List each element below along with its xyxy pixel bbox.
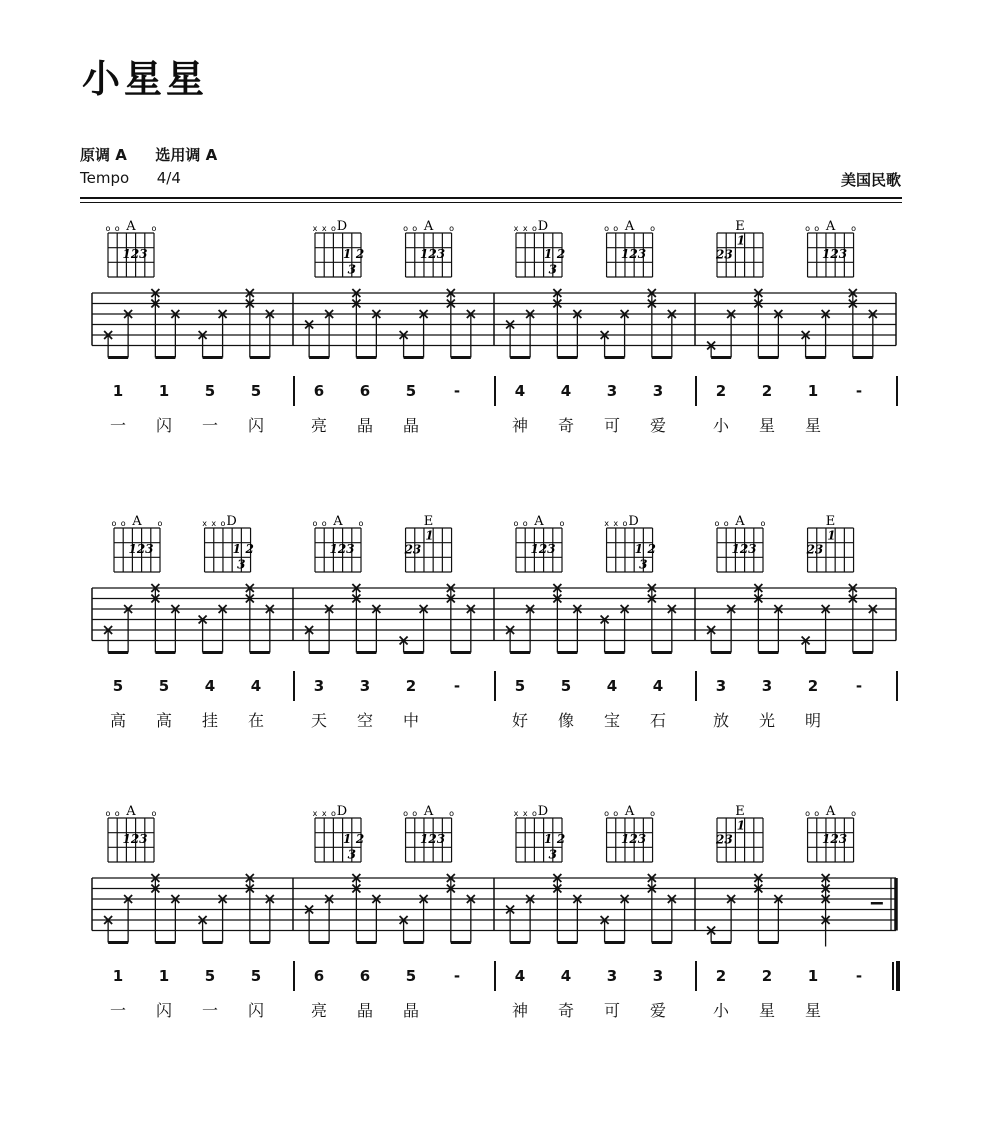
lyric-char: 高	[109, 711, 127, 730]
jianpu-note: 2	[761, 382, 773, 400]
lyric-char: 神	[511, 1001, 529, 1020]
jianpu-note: 3	[761, 677, 773, 695]
jianpu-barline	[695, 376, 697, 406]
lyric-char: 晶	[402, 1001, 420, 1020]
jianpu-row	[0, 382, 981, 406]
chord-diagram-E	[806, 514, 854, 572]
svg-text:o: o	[449, 809, 455, 818]
lyric-char: 宝	[603, 711, 621, 730]
jianpu-note: 6	[313, 382, 325, 400]
svg-text:x: x	[522, 224, 528, 233]
svg-text:x: x	[312, 224, 318, 233]
lyric-char: 星	[758, 1001, 776, 1020]
svg-text:o: o	[814, 224, 820, 233]
lyric-char: 晶	[402, 416, 420, 435]
svg-text:A: A	[132, 514, 142, 529]
jianpu-note: 4	[560, 382, 572, 400]
jianpu-barline	[494, 671, 496, 701]
svg-text:123: 123	[122, 246, 148, 261]
tab-staff	[0, 510, 981, 670]
header-divider	[80, 197, 902, 199]
jianpu-note: 6	[313, 967, 325, 985]
svg-text:o: o	[105, 224, 111, 233]
chord-diagram-A	[715, 514, 766, 572]
time-signature: 4/4	[156, 169, 181, 187]
chord-diagram-E	[715, 804, 763, 862]
svg-text:D: D	[537, 219, 549, 234]
jianpu-note: 2	[715, 382, 727, 400]
svg-text:A: A	[333, 514, 343, 529]
svg-text:o: o	[650, 224, 656, 233]
svg-text:2: 2	[556, 831, 566, 846]
jianpu-note: 5	[250, 382, 262, 400]
lyric-char: 爱	[649, 416, 667, 435]
jianpu-row	[0, 677, 981, 701]
jianpu-note: 2	[761, 967, 773, 985]
lyric-char: 星	[758, 416, 776, 435]
svg-text:E: E	[825, 514, 836, 529]
svg-text:A: A	[624, 219, 635, 234]
svg-text:x: x	[613, 519, 619, 528]
svg-text:o: o	[321, 519, 327, 528]
jianpu-barline	[293, 961, 295, 991]
lyric-char: 好	[511, 711, 529, 730]
svg-text:o: o	[120, 519, 126, 528]
svg-text:o: o	[805, 224, 811, 233]
svg-text:A: A	[126, 804, 136, 819]
svg-text:o: o	[330, 224, 336, 233]
svg-text:o: o	[412, 809, 418, 818]
svg-text:o: o	[403, 224, 409, 233]
jianpu-note: 4	[652, 677, 664, 695]
jianpu-note: 5	[204, 967, 216, 985]
jianpu-note: 5	[405, 382, 417, 400]
svg-text:D: D	[628, 514, 639, 529]
svg-text:123: 123	[420, 246, 446, 261]
svg-text:A: A	[534, 514, 544, 529]
svg-text:D: D	[336, 804, 348, 819]
chosen-key: A	[205, 146, 218, 164]
svg-text:2: 2	[245, 541, 254, 556]
score-system	[0, 510, 981, 740]
jianpu-barline	[896, 961, 900, 991]
jianpu-note: 5	[112, 677, 124, 695]
svg-text:E: E	[423, 514, 434, 529]
jianpu-note: 1	[112, 967, 124, 985]
chord-diagram-E	[404, 514, 452, 572]
lyric-char: 星	[804, 1001, 822, 1020]
lyric-char: 可	[603, 1001, 621, 1020]
svg-text:23: 23	[716, 832, 733, 847]
jianpu-note: 3	[606, 382, 618, 400]
svg-text:123: 123	[122, 831, 148, 846]
chosen-key-label: 选用调	[155, 146, 201, 164]
jianpu-barline	[896, 671, 898, 701]
svg-text:A: A	[423, 219, 434, 234]
lyric-char: 一	[109, 1001, 127, 1020]
jianpu-note: 3	[313, 677, 325, 695]
jianpu-note: 4	[514, 967, 526, 985]
svg-text:o: o	[157, 519, 163, 528]
lyric-char: 在	[247, 711, 265, 730]
svg-text:o: o	[312, 519, 318, 528]
svg-text:D: D	[537, 804, 549, 819]
svg-text:x: x	[312, 809, 318, 818]
lyric-char: 星	[804, 416, 822, 435]
lyrics-row	[0, 413, 981, 437]
jianpu-note: 4	[250, 677, 262, 695]
svg-text:123: 123	[530, 541, 556, 556]
svg-text:3: 3	[237, 557, 246, 572]
jianpu-note: 4	[560, 967, 572, 985]
svg-text:o: o	[814, 809, 820, 818]
svg-text:o: o	[114, 809, 120, 818]
chord-diagram-A	[604, 219, 655, 277]
svg-text:A: A	[825, 219, 836, 234]
lyric-char: 中	[402, 711, 420, 730]
svg-text:1: 1	[343, 246, 352, 261]
svg-text:o: o	[403, 809, 409, 818]
chord-diagram-D	[202, 514, 254, 572]
jianpu-note: 1	[158, 382, 170, 400]
svg-text:23: 23	[404, 542, 422, 557]
svg-text:1: 1	[827, 528, 836, 543]
svg-text:x: x	[211, 519, 217, 528]
jianpu-barline	[494, 961, 496, 991]
jianpu-row	[0, 967, 981, 991]
lyric-char: 像	[557, 711, 575, 730]
lyric-char: 小	[712, 1001, 730, 1020]
svg-text:o: o	[604, 224, 610, 233]
svg-text:o: o	[531, 224, 537, 233]
svg-text:o: o	[330, 809, 336, 818]
lyric-char: 小	[712, 416, 730, 435]
svg-text:o: o	[111, 519, 117, 528]
svg-text:o: o	[805, 809, 811, 818]
svg-text:D: D	[336, 219, 348, 234]
jianpu-barline	[695, 961, 697, 991]
song-title: 小星星	[82, 57, 209, 101]
chord-diagram-A	[805, 804, 856, 862]
svg-text:2: 2	[647, 541, 656, 556]
sustain-dash: -	[855, 382, 863, 400]
lyric-char: 亮	[310, 416, 328, 435]
lyric-char: 亮	[310, 1001, 328, 1020]
jianpu-barline	[494, 376, 496, 406]
jianpu-note: 5	[158, 677, 170, 695]
lyric-char: 明	[804, 711, 822, 730]
chord-diagram-D	[313, 804, 365, 862]
lyric-char: 奇	[557, 416, 575, 435]
chord-diagram-A	[106, 804, 157, 862]
svg-text:1: 1	[736, 233, 746, 248]
svg-text:1: 1	[544, 831, 553, 846]
svg-text:o: o	[714, 519, 720, 528]
lyric-char: 挂	[201, 711, 219, 730]
sustain-dash: -	[855, 677, 863, 695]
svg-text:o: o	[151, 809, 157, 818]
svg-text:o: o	[513, 519, 519, 528]
jianpu-note: 5	[405, 967, 417, 985]
chord-diagram-A	[112, 514, 163, 572]
original-key-label: 原调	[80, 146, 111, 164]
jianpu-note: 1	[158, 967, 170, 985]
svg-text:123: 123	[329, 541, 355, 556]
svg-text:3: 3	[347, 262, 356, 277]
jianpu-barline	[293, 376, 295, 406]
svg-text:3: 3	[347, 847, 356, 862]
svg-text:o: o	[114, 224, 120, 233]
svg-text:o: o	[760, 519, 766, 528]
svg-text:E: E	[735, 219, 745, 234]
lyric-char: 高	[155, 711, 173, 730]
chord-diagram-D	[313, 219, 365, 277]
svg-text:x: x	[202, 519, 207, 528]
svg-text:1: 1	[634, 541, 643, 556]
svg-text:o: o	[531, 809, 537, 818]
lyric-char: 空	[356, 711, 374, 730]
lyric-char: 晶	[356, 416, 374, 435]
score-system	[0, 800, 981, 1030]
original-key: A	[115, 146, 127, 164]
sustain-dash: -	[453, 382, 461, 400]
lyric-char: 放	[712, 711, 730, 730]
svg-text:o: o	[723, 519, 729, 528]
svg-text:o: o	[358, 519, 364, 528]
svg-text:o: o	[622, 519, 628, 528]
svg-text:3: 3	[548, 847, 557, 862]
sustain-dash: -	[453, 677, 461, 695]
svg-text:A: A	[126, 219, 136, 234]
svg-text:x: x	[522, 809, 528, 818]
song-origin: 美国民歌	[840, 171, 901, 189]
jianpu-barline	[695, 671, 697, 701]
svg-text:1: 1	[425, 528, 434, 543]
svg-text:A: A	[423, 804, 434, 819]
svg-text:x: x	[321, 224, 327, 233]
svg-text:D: D	[226, 514, 237, 529]
svg-text:o: o	[613, 224, 619, 233]
key-info	[80, 144, 217, 165]
svg-text:o: o	[220, 519, 226, 528]
svg-text:A: A	[825, 804, 836, 819]
svg-text:123: 123	[731, 541, 757, 556]
tab-staff	[0, 800, 981, 960]
lyric-char: 奇	[557, 1001, 575, 1020]
svg-text:o: o	[613, 809, 619, 818]
jianpu-note: 3	[606, 967, 618, 985]
jianpu-note: 2	[807, 677, 819, 695]
svg-text:123: 123	[420, 831, 446, 846]
svg-text:3: 3	[548, 262, 557, 277]
jianpu-note: 1	[112, 382, 124, 400]
svg-text:o: o	[522, 519, 528, 528]
chord-diagram-D	[604, 514, 656, 572]
svg-text:1: 1	[232, 541, 241, 556]
tab-staff	[0, 215, 981, 375]
chord-diagram-D	[514, 219, 566, 277]
jianpu-note: 5	[560, 677, 572, 695]
jianpu-barline	[896, 376, 898, 406]
svg-text:23: 23	[716, 247, 733, 262]
tempo-info	[80, 169, 181, 187]
svg-text:2: 2	[355, 246, 365, 261]
header-divider-thin	[80, 202, 902, 203]
svg-text:o: o	[604, 809, 610, 818]
chord-diagram-A	[805, 219, 856, 277]
chord-diagram-A	[403, 804, 454, 862]
svg-text:1: 1	[343, 831, 352, 846]
svg-text:x: x	[513, 809, 519, 818]
svg-text:o: o	[851, 809, 857, 818]
svg-text:A: A	[624, 804, 635, 819]
lyric-char: 闪	[155, 416, 173, 435]
jianpu-note: 2	[405, 677, 417, 695]
lyric-char: 石	[649, 711, 667, 730]
svg-text:x: x	[604, 519, 609, 528]
lyric-char: 闪	[155, 1001, 173, 1020]
svg-text:123: 123	[621, 831, 647, 846]
chord-diagram-A	[313, 514, 364, 572]
lyric-char: 一	[201, 1001, 219, 1020]
lyric-char: 一	[109, 416, 127, 435]
score-system	[0, 215, 981, 445]
jianpu-note: 6	[359, 382, 371, 400]
jianpu-note: 3	[652, 382, 664, 400]
svg-text:o: o	[105, 809, 111, 818]
jianpu-note: 4	[606, 677, 618, 695]
chord-diagram-A	[403, 219, 454, 277]
jianpu-barline	[293, 671, 295, 701]
svg-text:x: x	[321, 809, 327, 818]
svg-text:o: o	[559, 519, 565, 528]
svg-text:o: o	[650, 809, 656, 818]
sustain-dash: -	[855, 967, 863, 985]
svg-text:E: E	[735, 804, 745, 819]
jianpu-note: 3	[715, 677, 727, 695]
lyric-char: 可	[603, 416, 621, 435]
jianpu-note: 1	[807, 382, 819, 400]
chord-diagram-A	[514, 514, 565, 572]
chord-diagram-A	[604, 804, 655, 862]
chord-diagram-D	[514, 804, 566, 862]
svg-text:x: x	[513, 224, 519, 233]
jianpu-note: 4	[204, 677, 216, 695]
svg-text:1: 1	[544, 246, 553, 261]
jianpu-note: 6	[359, 967, 371, 985]
tempo-label: Tempo	[80, 169, 130, 187]
jianpu-note: 5	[250, 967, 262, 985]
svg-text:2: 2	[556, 246, 566, 261]
lyric-char: 光	[758, 711, 776, 730]
jianpu-note: 3	[652, 967, 664, 985]
chord-diagram-E	[715, 219, 763, 277]
svg-text:o: o	[151, 224, 157, 233]
svg-text:123: 123	[128, 541, 154, 556]
lyric-char: 神	[511, 416, 529, 435]
chord-diagram-A	[106, 219, 157, 277]
jianpu-note: 5	[204, 382, 216, 400]
svg-text:3: 3	[639, 557, 648, 572]
jianpu-note: 3	[359, 677, 371, 695]
svg-text:o: o	[851, 224, 857, 233]
lyric-char: 爱	[649, 1001, 667, 1020]
svg-text:o: o	[449, 224, 455, 233]
svg-text:123: 123	[621, 246, 647, 261]
svg-text:A: A	[735, 514, 745, 529]
lyric-char: 一	[201, 416, 219, 435]
svg-text:23: 23	[806, 542, 824, 557]
svg-text:2: 2	[355, 831, 365, 846]
lyric-char: 天	[310, 711, 328, 730]
svg-text:o: o	[412, 224, 418, 233]
svg-text:123: 123	[822, 831, 848, 846]
jianpu-note: 2	[715, 967, 727, 985]
jianpu-note: 1	[807, 967, 819, 985]
lyric-char: 闪	[247, 1001, 265, 1020]
lyrics-row	[0, 998, 981, 1022]
jianpu-note: 5	[514, 677, 526, 695]
svg-text:123: 123	[822, 246, 848, 261]
svg-text:1: 1	[736, 818, 746, 833]
lyric-char: 晶	[356, 1001, 374, 1020]
lyric-char: 闪	[247, 416, 265, 435]
lyrics-row	[0, 708, 981, 732]
jianpu-note: 4	[514, 382, 526, 400]
sustain-dash: -	[453, 967, 461, 985]
